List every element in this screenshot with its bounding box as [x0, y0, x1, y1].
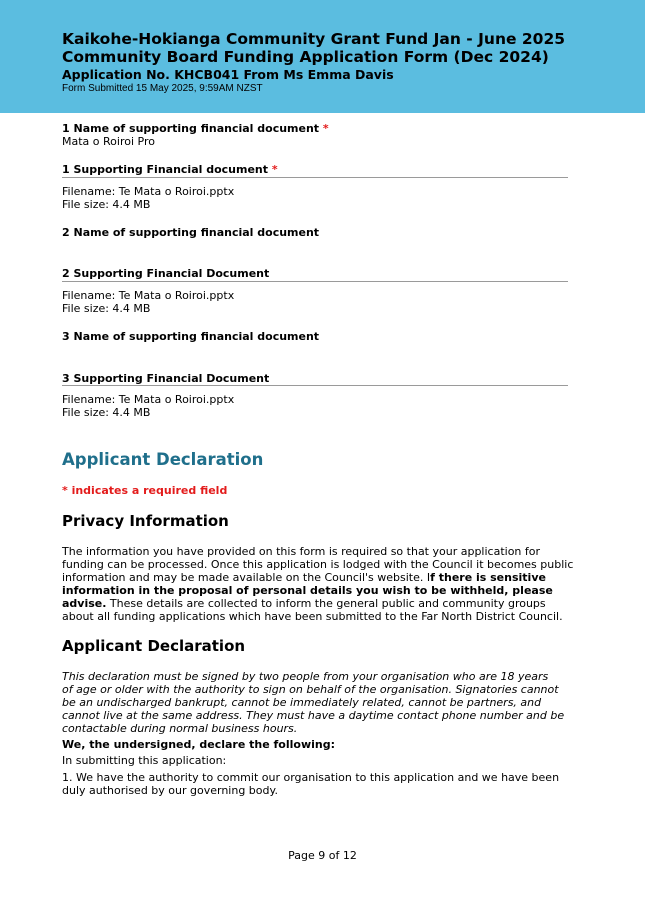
required-marker: *: [271, 163, 278, 176]
declaration-point-1: 1. We have the authority to commit our organisation to this application and we have been duly authorised by our governing body.: [62, 771, 560, 797]
privacy-paragraph: The information you have provided on this form is required so that your application for funding can be processed. Once this application is lodged with the Council it becomes public information and may be made available on the Council's website. If there is sensitive information in the proposal of personal details you wish to be withheld, please advise. These details are collected to inform the general public and community groups about all funding applications which have been submitted to the Far North District Council.: [62, 545, 574, 623]
doc2-filesize: File size: 4.4 MB: [62, 302, 151, 315]
submitted-timestamp: Form Submitted 15 May 2025, 9:59AM NZST: [62, 83, 263, 94]
doc3-label: 3 Supporting Financial Document: [62, 372, 270, 385]
declaration-heading: Applicant Declaration: [62, 637, 246, 655]
doc1-label: 1 Supporting Financial document *: [62, 163, 278, 176]
required-note: * indicates a required field: [62, 484, 228, 497]
doc1-filesize: File size: 4.4 MB: [62, 198, 151, 211]
in-submitting-text: In submitting this application:: [62, 754, 227, 767]
section-title: Applicant Declaration: [62, 450, 264, 469]
privacy-heading: Privacy Information: [62, 512, 229, 530]
declaration-intro: This declaration must be signed by two people from your organisation who are 18 years of age or older with the authority to sign on behalf of the organisation. Signatories cannot be an undischarged bankrupt, cannot be immediately related, cannot be partners, and cannot live at the same address. They must have a daytime contact phone number and be contactable during normal business hours.: [62, 670, 565, 735]
name1-value: Mata o Roiroi Pro: [62, 135, 155, 148]
doc2-label: 2 Supporting Financial Document: [62, 267, 270, 280]
doc1-filename: Filename: Te Mata o Roiroi.pptx: [62, 185, 235, 198]
divider: [62, 281, 568, 282]
name1-label: 1 Name of supporting financial document *: [62, 122, 329, 135]
doc3-filesize: File size: 4.4 MB: [62, 406, 151, 419]
divider: [62, 177, 568, 178]
page-header: [0, 0, 645, 113]
doc3-filename: Filename: Te Mata o Roiroi.pptx: [62, 393, 235, 406]
required-marker: *: [322, 122, 329, 135]
undersigned-statement: We, the undersigned, declare the following:: [62, 738, 335, 751]
fund-title: Kaikohe-Hokianga Community Grant Fund Jan - June 2025: [62, 30, 566, 48]
doc2-filename: Filename: Te Mata o Roiroi.pptx: [62, 289, 235, 302]
form-title: Community Board Funding Application Form (Dec 2024): [62, 48, 549, 66]
divider: [62, 385, 568, 386]
page-number: Page 9 of 12: [288, 849, 357, 862]
application-number: Application No. KHCB041 From Ms Emma Davis: [62, 67, 394, 82]
name2-label: 2 Name of supporting financial document: [62, 226, 320, 239]
name3-label: 3 Name of supporting financial document: [62, 330, 320, 343]
